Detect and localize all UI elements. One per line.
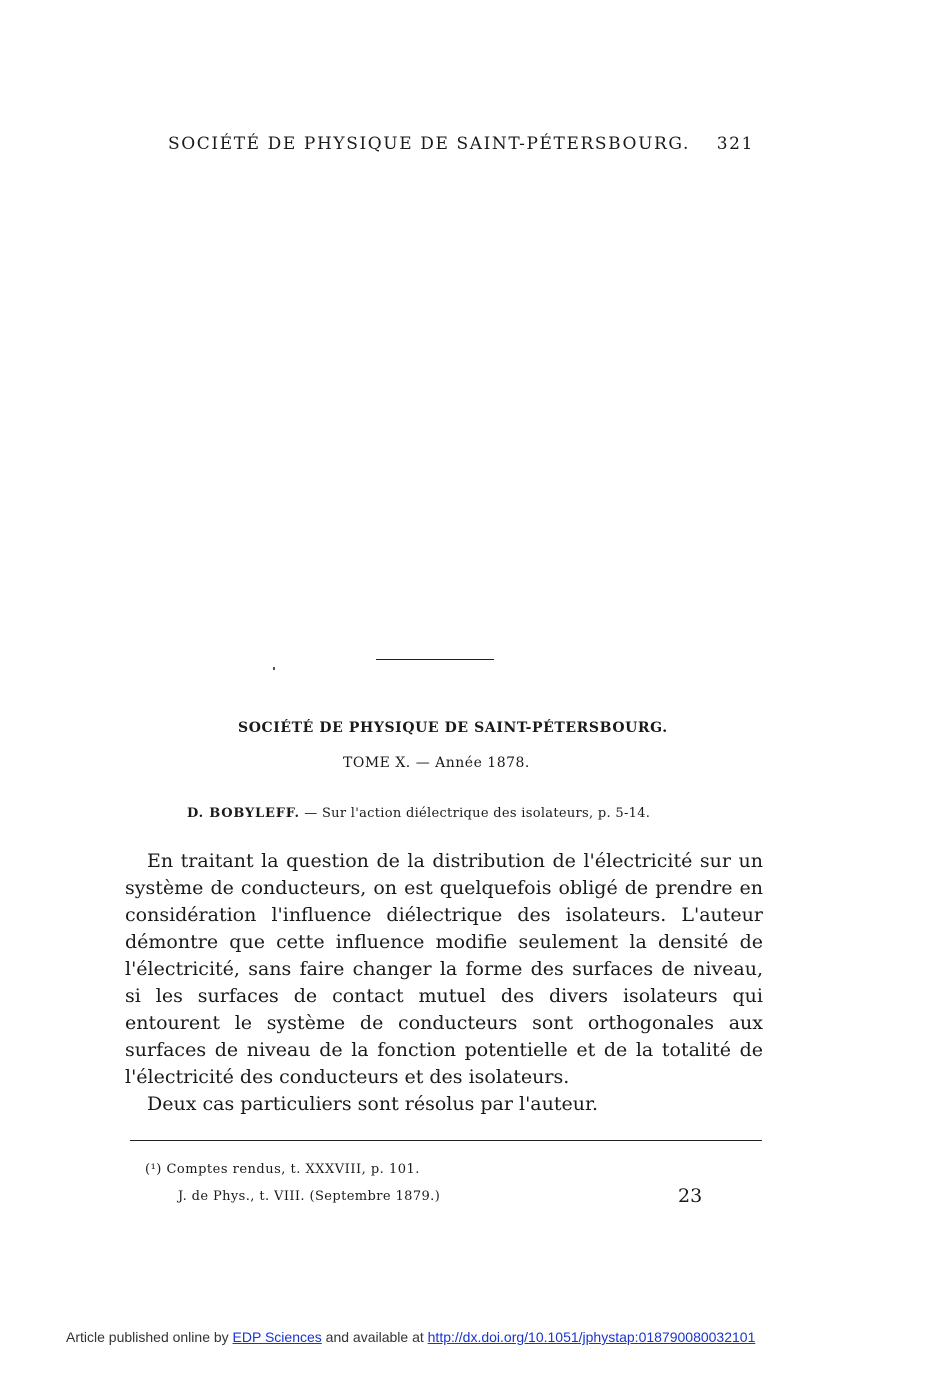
footnote: (¹) Comptes rendus, t. XXXVIII, p. 101. (145, 1162, 420, 1177)
article-heading (187, 806, 650, 821)
doi-link[interactable]: http://dx.doi.org/10.1051/jphystap:018790080032101 (427, 1329, 756, 1345)
print-speck (273, 667, 275, 670)
body-paragraph-2: Deux cas particuliers sont résolus par l'auteur. (147, 1093, 599, 1115)
body-paragraph-1: En traitant la question de la distribution de l'électricité sur un système de conducteurs, on est quelquefois obligé de prendre en considération l'influence diélectrique des isolateurs. L'auteur démontre que cette influence modifie seulement la densité de l'électricité, sans faire changer la forme des surfaces de niveau, si les surfaces de contact mutuel des divers isolateurs qui entourent le système de conducteurs sont orthogonales aux surfaces de niveau de la fonction potentielle et de la totalité de l'électricité des conducteurs et des isolateurs. (125, 850, 763, 1088)
page-number: 321 (716, 134, 754, 154)
publisher-bar (66, 1329, 755, 1345)
article-body (125, 848, 763, 1118)
signature-number: 23 (678, 1185, 703, 1207)
society-title: SOCIÉTÉ DE PHYSIQUE DE SAINT-PÉTERSBOURG. (238, 720, 668, 736)
article-author: D. BOBYLEFF. (187, 806, 300, 821)
article-title: — Sur l'action diélectrique des isolateurs, p. 5-14. (299, 806, 651, 821)
footnote-rule (130, 1140, 762, 1141)
running-head (168, 134, 754, 154)
running-head-title: SOCIÉTÉ DE PHYSIQUE DE SAINT-PÉTERSBOURG. (168, 134, 690, 154)
section-separator-rule (376, 659, 494, 660)
publisher-prefix: Article published online by (66, 1329, 233, 1345)
tome-line: TOME X. — Année 1878. (343, 755, 530, 771)
edp-sciences-link[interactable]: EDP Sciences (232, 1329, 322, 1345)
journal-reference: J. de Phys., t. VIII. (Septembre 1879.) (178, 1189, 441, 1204)
publisher-middle: and available at (321, 1329, 428, 1345)
